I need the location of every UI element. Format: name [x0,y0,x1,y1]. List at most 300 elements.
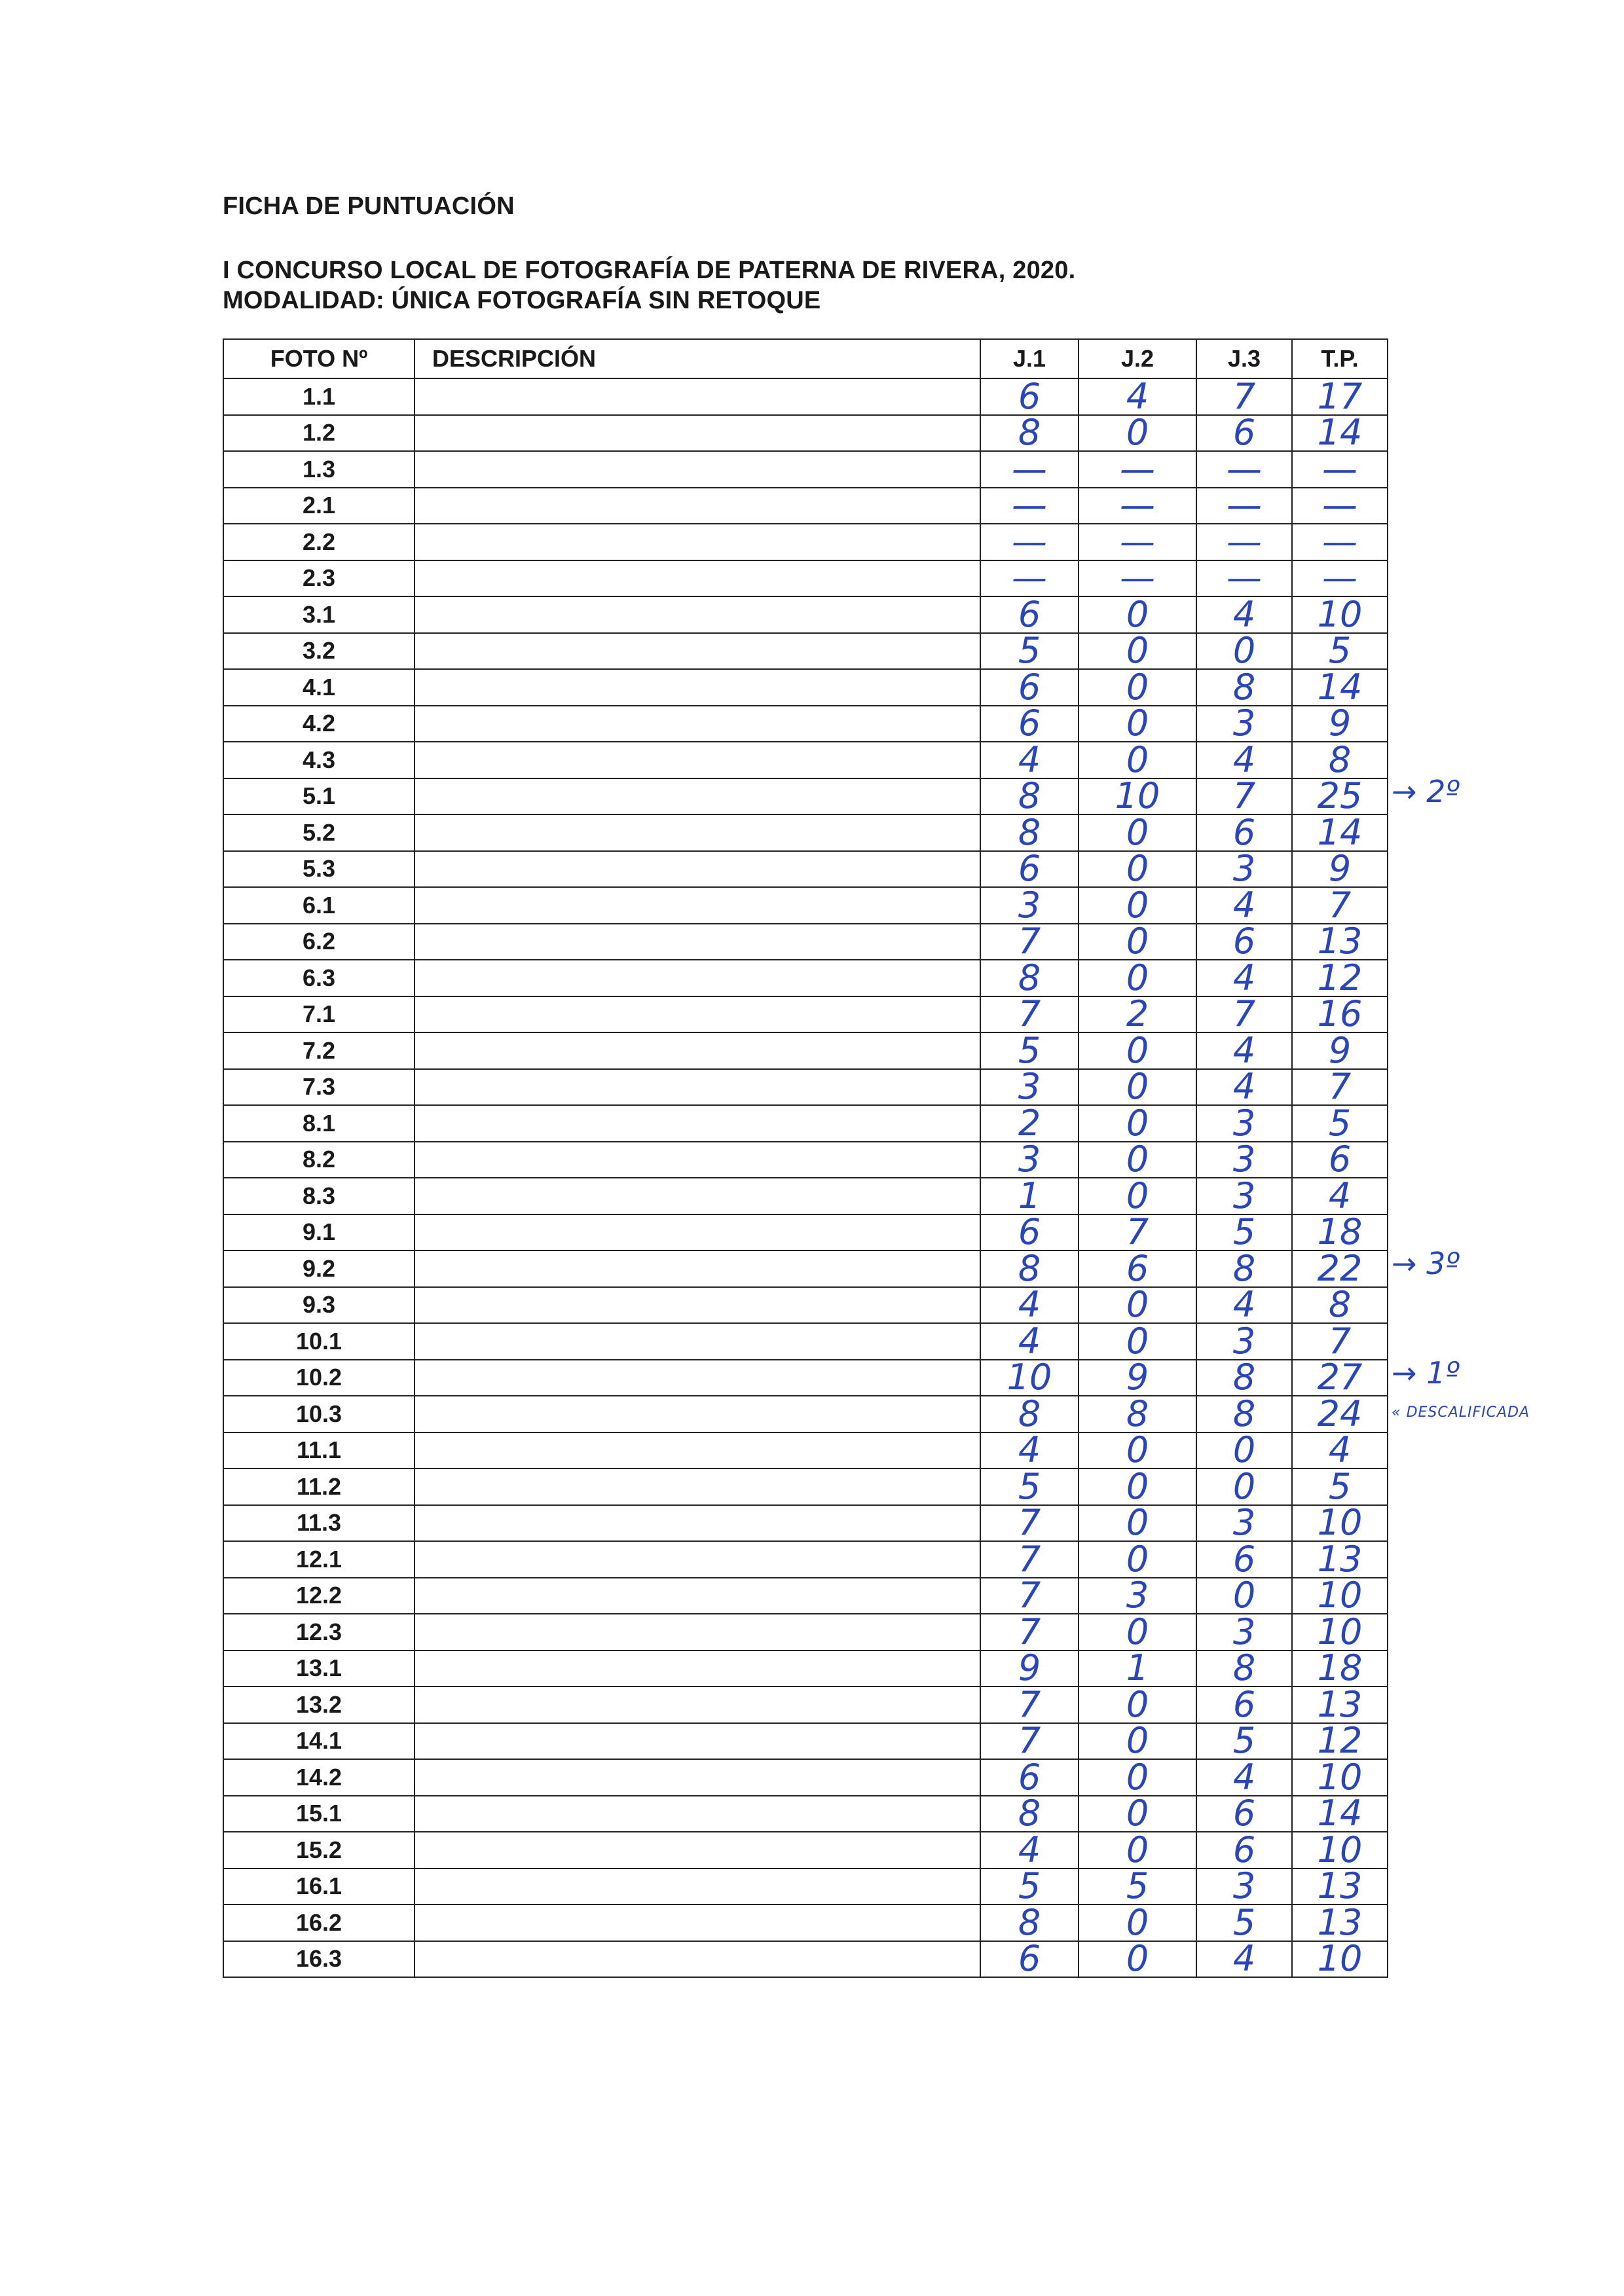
judge1-score-cell: 2 [980,1105,1079,1142]
table-row [223,960,1388,996]
judge1-score-cell: 7 [980,1541,1079,1578]
column-header-descripcion: DESCRIPCIÓN [415,339,980,378]
foto-number-cell: 12.2 [223,1578,415,1614]
foto-number-cell: 16.1 [223,1868,415,1905]
table-row [223,1723,1388,1760]
description-cell [415,524,980,560]
judge3-score-cell: — [1196,488,1292,524]
table-row [223,1868,1388,1905]
foto-number-cell: 2.1 [223,488,415,524]
judge2-score-cell: 0 [1079,1941,1196,1978]
foto-number-cell: 5.2 [223,814,415,851]
description-cell [415,1214,980,1251]
description-cell [415,1796,980,1832]
foto-number-cell: 7.3 [223,1069,415,1106]
total-points-cell: 14 [1292,814,1388,851]
judge1-score-cell: 6 [980,1214,1079,1251]
judge2-score-cell: 0 [1079,1142,1196,1178]
description-cell [415,596,980,633]
judge1-score-cell: — [980,560,1079,597]
judge1-score-cell: 3 [980,1142,1079,1178]
judge1-score-cell: 4 [980,1287,1079,1324]
description-cell [415,706,980,742]
total-points-cell: 14 [1292,1796,1388,1832]
contest-title: I CONCURSO LOCAL DE FOTOGRAFÍA DE PATERNA DE RIVERA, 2020. [223,257,1076,284]
judge1-score-cell: 8 [980,1250,1079,1287]
description-cell [415,378,980,415]
judge3-score-cell: 8 [1196,1396,1292,1432]
judge2-score-cell: 0 [1079,1178,1196,1214]
table-row [223,1396,1388,1432]
foto-number-cell: 3.1 [223,596,415,633]
judge1-score-cell: 6 [980,596,1079,633]
judge1-score-cell: 8 [980,960,1079,996]
total-points-cell: 18 [1292,1214,1388,1251]
description-cell [415,1505,980,1542]
judge3-score-cell: 6 [1196,1686,1292,1723]
judge2-score-cell: 0 [1079,1614,1196,1650]
total-points-cell: 4 [1292,1178,1388,1214]
table-row [223,1941,1388,1978]
judge3-score-cell: 4 [1196,1941,1292,1978]
judge2-score-cell: — [1079,560,1196,597]
table-row [223,924,1388,960]
judge3-score-cell: 3 [1196,1323,1292,1360]
judge2-score-cell: 9 [1079,1360,1196,1396]
description-cell [415,1832,980,1868]
total-points-cell: 5 [1292,1105,1388,1142]
description-cell [415,1868,980,1905]
total-points-cell: 10 [1292,596,1388,633]
table-row [223,1250,1388,1287]
description-cell [415,1432,980,1469]
description-cell [415,924,980,960]
foto-number-cell: 15.1 [223,1796,415,1832]
total-points-cell: 4 [1292,1432,1388,1469]
foto-number-cell: 10.3 [223,1396,415,1432]
table-row [223,669,1388,706]
description-cell [415,1178,980,1214]
judge1-score-cell: 6 [980,1759,1079,1796]
judge2-score-cell: 0 [1079,1323,1196,1360]
judge1-score-cell: 1 [980,1178,1079,1214]
total-points-cell: 10 [1292,1614,1388,1650]
modality-line: MODALIDAD: ÚNICA FOTOGRAFÍA SIN RETOQUE [223,287,821,314]
table-row [223,1360,1388,1396]
total-points-cell: 25 [1292,778,1388,815]
judge3-score-cell: 4 [1196,742,1292,778]
judge1-score-cell: 7 [980,924,1079,960]
total-points-cell: 17 [1292,378,1388,415]
foto-number-cell: 11.3 [223,1505,415,1542]
placement-note: → 1º [1392,1355,1460,1391]
foto-number-cell: 4.1 [223,669,415,706]
table-row [223,1686,1388,1723]
judge3-score-cell: 7 [1196,378,1292,415]
judge1-score-cell: 8 [980,1904,1079,1941]
judge1-score-cell: 6 [980,378,1079,415]
table-row [223,814,1388,851]
total-points-cell: 10 [1292,1832,1388,1868]
table-row [223,1323,1388,1360]
judge3-score-cell: 4 [1196,1759,1292,1796]
total-points-cell: 18 [1292,1650,1388,1687]
column-header-j2: J.2 [1079,339,1196,378]
judge2-score-cell: 7 [1079,1214,1196,1251]
description-cell [415,1541,980,1578]
table-row [223,1069,1388,1106]
judge1-score-cell: — [980,451,1079,488]
judge3-score-cell: 0 [1196,1468,1292,1505]
column-header-j3: J.3 [1196,339,1292,378]
foto-number-cell: 14.2 [223,1759,415,1796]
description-cell [415,778,980,815]
judge3-score-cell: 6 [1196,814,1292,851]
judge1-score-cell: 4 [980,1432,1079,1469]
table-row [223,451,1388,488]
table-row [223,596,1388,633]
foto-number-cell: 9.3 [223,1287,415,1324]
description-cell [415,1287,980,1324]
total-points-cell: 9 [1292,851,1388,888]
judge1-score-cell: 3 [980,887,1079,924]
judge3-score-cell: 0 [1196,1432,1292,1469]
judge1-score-cell: 7 [980,1578,1079,1614]
judge2-score-cell: — [1079,451,1196,488]
foto-number-cell: 13.1 [223,1650,415,1687]
table-row [223,996,1388,1033]
judge1-score-cell: 4 [980,742,1079,778]
judge2-score-cell: 0 [1079,1105,1196,1142]
foto-number-cell: 7.1 [223,996,415,1033]
judge1-score-cell: 7 [980,1723,1079,1760]
judge1-score-cell: 6 [980,851,1079,888]
judge2-score-cell: 0 [1079,1069,1196,1106]
table-row [223,1904,1388,1941]
sheet-title: FICHA DE PUNTUACIÓN [223,192,515,220]
judge1-score-cell: 8 [980,814,1079,851]
foto-number-cell: 4.2 [223,706,415,742]
judge2-score-cell: 0 [1079,814,1196,851]
description-cell [415,669,980,706]
foto-number-cell: 5.1 [223,778,415,815]
foto-number-cell: 6.2 [223,924,415,960]
foto-number-cell: 14.1 [223,1723,415,1760]
judge3-score-cell: 3 [1196,1105,1292,1142]
judge3-score-cell: 3 [1196,706,1292,742]
judge2-score-cell: 0 [1079,1432,1196,1469]
table-row [223,1578,1388,1614]
table-row [223,524,1388,560]
judge1-score-cell: 8 [980,415,1079,452]
judge2-score-cell: 0 [1079,851,1196,888]
judge3-score-cell: — [1196,524,1292,560]
total-points-cell: 8 [1292,742,1388,778]
judge1-score-cell: 10 [980,1360,1079,1396]
description-cell [415,415,980,452]
table-row [223,851,1388,888]
judge2-score-cell: 10 [1079,778,1196,815]
judge1-score-cell: 5 [980,1868,1079,1905]
total-points-cell: 10 [1292,1759,1388,1796]
description-cell [415,1069,980,1106]
judge3-score-cell: 4 [1196,1069,1292,1106]
judge3-score-cell: 8 [1196,1250,1292,1287]
foto-number-cell: 8.2 [223,1142,415,1178]
foto-number-cell: 12.1 [223,1541,415,1578]
judge2-score-cell: 0 [1079,1759,1196,1796]
description-cell [415,1105,980,1142]
total-points-cell: 13 [1292,1868,1388,1905]
judge1-score-cell: 5 [980,1468,1079,1505]
description-cell [415,960,980,996]
total-points-cell: 10 [1292,1578,1388,1614]
foto-number-cell: 11.1 [223,1432,415,1469]
judge2-score-cell: 3 [1079,1578,1196,1614]
total-points-cell: 14 [1292,415,1388,452]
table-row [223,1105,1388,1142]
table-row [223,415,1388,452]
document-header [223,191,1467,316]
judge1-score-cell: 4 [980,1323,1079,1360]
judge1-score-cell: 5 [980,1032,1079,1069]
description-cell [415,814,980,851]
table-row [223,1650,1388,1687]
judge3-score-cell: 4 [1196,1287,1292,1324]
placement-note: → 2º [1392,773,1460,809]
foto-number-cell: 1.3 [223,451,415,488]
description-cell [415,560,980,597]
foto-number-cell: 6.1 [223,887,415,924]
total-points-cell: 14 [1292,669,1388,706]
judge3-score-cell: 6 [1196,924,1292,960]
judge2-score-cell: 0 [1079,924,1196,960]
column-header-tp: T.P. [1292,339,1388,378]
disqualified-note: « DESCALIFICADA [1392,1404,1530,1421]
foto-number-cell: 2.2 [223,524,415,560]
judge3-score-cell: 4 [1196,1032,1292,1069]
description-cell [415,1723,980,1760]
judge3-score-cell: 7 [1196,996,1292,1033]
foto-number-cell: 8.3 [223,1178,415,1214]
description-cell [415,1360,980,1396]
foto-number-cell: 6.3 [223,960,415,996]
table-header-row [223,339,1388,378]
judge2-score-cell: 0 [1079,706,1196,742]
judge3-score-cell: 5 [1196,1904,1292,1941]
judge1-score-cell: 6 [980,669,1079,706]
judge2-score-cell: 0 [1079,1832,1196,1868]
table-row [223,1214,1388,1251]
judge1-score-cell: 6 [980,706,1079,742]
description-cell [415,742,980,778]
judge2-score-cell: 0 [1079,887,1196,924]
total-points-cell: — [1292,488,1388,524]
foto-number-cell: 9.1 [223,1214,415,1251]
judge3-score-cell: 4 [1196,596,1292,633]
table-row [223,1832,1388,1868]
judge2-score-cell: 0 [1079,633,1196,670]
description-cell [415,1250,980,1287]
foto-number-cell: 2.3 [223,560,415,597]
table-row [223,1287,1388,1324]
table-row [223,1614,1388,1650]
foto-number-cell: 1.2 [223,415,415,452]
foto-number-cell: 15.2 [223,1832,415,1868]
description-cell [415,851,980,888]
table-row [223,633,1388,670]
judge3-score-cell: 3 [1196,1178,1292,1214]
description-cell [415,1759,980,1796]
score-table [223,338,1388,1978]
judge2-score-cell: 0 [1079,1468,1196,1505]
description-cell [415,1650,980,1687]
total-points-cell: — [1292,451,1388,488]
judge2-score-cell: 2 [1079,996,1196,1033]
judge2-score-cell: 0 [1079,1723,1196,1760]
total-points-cell: 13 [1292,1541,1388,1578]
judge3-score-cell: 0 [1196,633,1292,670]
foto-number-cell: 10.1 [223,1323,415,1360]
column-header-foto: FOTO Nº [223,339,415,378]
description-cell [415,1904,980,1941]
description-cell [415,1941,980,1978]
judge2-score-cell: 0 [1079,1032,1196,1069]
table-row [223,1142,1388,1178]
description-cell [415,633,980,670]
judge2-score-cell: — [1079,488,1196,524]
description-cell [415,1032,980,1069]
foto-number-cell: 10.2 [223,1360,415,1396]
judge2-score-cell: 1 [1079,1650,1196,1687]
table-row [223,1759,1388,1796]
table-row [223,488,1388,524]
total-points-cell: 6 [1292,1142,1388,1178]
description-cell [415,996,980,1033]
foto-number-cell: 11.2 [223,1468,415,1505]
total-points-cell: 7 [1292,1323,1388,1360]
judge1-score-cell: 6 [980,1941,1079,1978]
judge1-score-cell: 9 [980,1650,1079,1687]
description-cell [415,1578,980,1614]
judge3-score-cell: 6 [1196,1541,1292,1578]
foto-number-cell: 3.2 [223,633,415,670]
judge3-score-cell: 3 [1196,1142,1292,1178]
table-row [223,778,1388,815]
judge2-score-cell: 0 [1079,596,1196,633]
judge2-score-cell: 4 [1079,378,1196,415]
margin-annotations [1392,0,1614,2296]
total-points-cell: 7 [1292,887,1388,924]
judge1-score-cell: 7 [980,1614,1079,1650]
judge3-score-cell: 8 [1196,669,1292,706]
table-row [223,1432,1388,1469]
judge1-score-cell: — [980,524,1079,560]
judge3-score-cell: 8 [1196,1360,1292,1396]
total-points-cell: 24 [1292,1396,1388,1432]
foto-number-cell: 12.3 [223,1614,415,1650]
judge3-score-cell: 6 [1196,1796,1292,1832]
judge2-score-cell: 8 [1079,1396,1196,1432]
table-row [223,742,1388,778]
judge1-score-cell: 3 [980,1069,1079,1106]
judge3-score-cell: 4 [1196,960,1292,996]
judge2-score-cell: 6 [1079,1250,1196,1287]
judge2-score-cell: 0 [1079,1796,1196,1832]
description-cell [415,1686,980,1723]
judge3-score-cell: — [1196,560,1292,597]
table-row [223,1505,1388,1542]
total-points-cell: 5 [1292,1468,1388,1505]
judge3-score-cell: 3 [1196,851,1292,888]
total-points-cell: 5 [1292,633,1388,670]
judge3-score-cell: 8 [1196,1650,1292,1687]
judge3-score-cell: 0 [1196,1578,1292,1614]
foto-number-cell: 7.2 [223,1032,415,1069]
total-points-cell: 13 [1292,1904,1388,1941]
placement-note: → 3º [1392,1246,1460,1281]
foto-number-cell: 16.3 [223,1941,415,1978]
total-points-cell: — [1292,560,1388,597]
judge2-score-cell: 0 [1079,415,1196,452]
judge2-score-cell: 0 [1079,669,1196,706]
judge2-score-cell: 0 [1079,960,1196,996]
total-points-cell: 13 [1292,924,1388,960]
foto-number-cell: 4.3 [223,742,415,778]
foto-number-cell: 5.3 [223,851,415,888]
judge3-score-cell: 3 [1196,1868,1292,1905]
table-row [223,1796,1388,1832]
description-cell [415,1142,980,1178]
total-points-cell: 7 [1292,1069,1388,1106]
description-cell [415,887,980,924]
judge3-score-cell: 3 [1196,1505,1292,1542]
total-points-cell: 16 [1292,996,1388,1033]
foto-number-cell: 8.1 [223,1105,415,1142]
table-row [223,1178,1388,1214]
table-row [223,1541,1388,1578]
description-cell [415,1396,980,1432]
judge3-score-cell: 7 [1196,778,1292,815]
judge1-score-cell: 8 [980,1796,1079,1832]
judge1-score-cell: 5 [980,633,1079,670]
judge2-score-cell: — [1079,524,1196,560]
total-points-cell: 9 [1292,1032,1388,1069]
table-row [223,378,1388,415]
judge2-score-cell: 0 [1079,1686,1196,1723]
judge1-score-cell: 8 [980,1396,1079,1432]
total-points-cell: 12 [1292,1723,1388,1760]
judge2-score-cell: 0 [1079,1541,1196,1578]
table-body [223,375,1388,1980]
foto-number-cell: 9.2 [223,1250,415,1287]
judge1-score-cell: — [980,488,1079,524]
description-cell [415,1614,980,1650]
judge3-score-cell: 5 [1196,1723,1292,1760]
judge1-score-cell: 4 [980,1832,1079,1868]
judge3-score-cell: 3 [1196,1614,1292,1650]
judge3-score-cell: 6 [1196,1832,1292,1868]
total-points-cell: 13 [1292,1686,1388,1723]
total-points-cell: 9 [1292,706,1388,742]
column-header-j1: J.1 [980,339,1079,378]
total-points-cell: — [1292,524,1388,560]
judge3-score-cell: 6 [1196,415,1292,452]
judge3-score-cell: 4 [1196,887,1292,924]
table-row [223,1468,1388,1505]
total-points-cell: 8 [1292,1287,1388,1324]
table-row [223,1032,1388,1069]
